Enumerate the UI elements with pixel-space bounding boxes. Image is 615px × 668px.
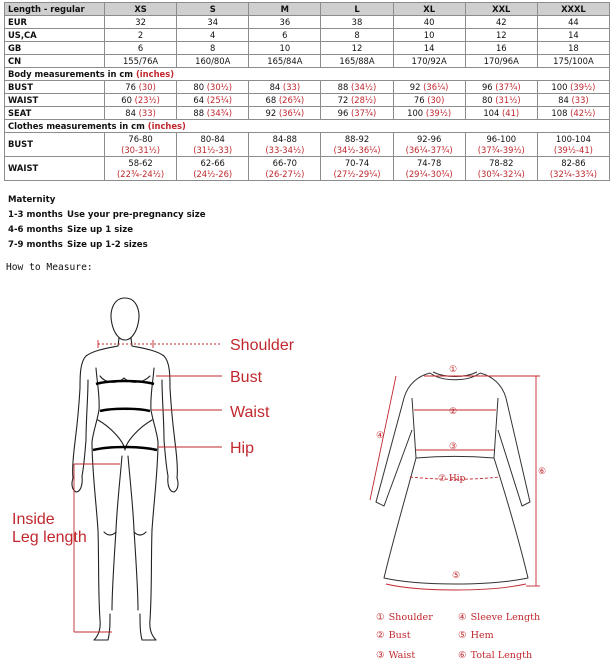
hand-right xyxy=(168,476,178,492)
dress-sleeve-right xyxy=(480,373,530,506)
dress-hem-line xyxy=(386,584,526,590)
size-value-cell: 6 xyxy=(249,29,321,42)
size-row xyxy=(5,55,610,68)
clothes-measurements-section-cell xyxy=(5,120,610,133)
inch-value: (37¾) xyxy=(351,107,377,118)
size-value-cell: 10 xyxy=(249,42,321,55)
size-value-cell: 18 xyxy=(537,42,609,55)
measurement-cell xyxy=(249,133,321,157)
inch-value: (41) xyxy=(502,107,520,118)
cm-value: 92-96 xyxy=(416,133,442,144)
marker-total: ⑥ xyxy=(538,467,547,477)
size-value-cell: 160/80A xyxy=(177,55,249,68)
measurement-row xyxy=(5,157,610,181)
cm-value: 84-88 xyxy=(272,133,298,144)
size-value-cell: 4 xyxy=(177,29,249,42)
maternity-period: 7-9 months xyxy=(8,240,63,250)
dress-sleeve-left xyxy=(376,373,430,506)
measurement-cell xyxy=(177,157,249,181)
section-title: Body measurements in cm xyxy=(8,68,134,79)
inch-value: (37¾) xyxy=(495,81,521,92)
size-value-cell: 8 xyxy=(177,42,249,55)
size-value-cell: 165/84A xyxy=(249,55,321,68)
maternity-advice: Size up 1-2 sizes xyxy=(67,240,148,250)
maternity-period: 1-3 months xyxy=(8,210,63,220)
brief-outline xyxy=(98,420,152,450)
measurement-cell xyxy=(177,81,249,94)
size-header-cell: XL xyxy=(393,3,465,16)
inch-value: (37¾-39½) xyxy=(477,144,525,155)
row-label-cell: SEAT xyxy=(5,107,105,120)
size-value-cell: 34 xyxy=(177,16,249,29)
row-label-cell: CN xyxy=(5,55,105,68)
row-label-cell: BUST xyxy=(5,133,105,157)
inch-value: (27½-29¼) xyxy=(333,168,381,179)
inch-value: (30¾-32¼) xyxy=(477,168,525,179)
measurement-figures xyxy=(0,280,615,668)
hip-label: Hip xyxy=(230,440,255,457)
leg-left-outer xyxy=(92,442,110,640)
size-value-cell: 12 xyxy=(321,42,393,55)
cm-value: 96 xyxy=(481,81,493,92)
arm-right-inner xyxy=(162,380,168,476)
maternity-period: 4-6 months xyxy=(8,225,63,235)
inch-value: (36¼) xyxy=(278,107,305,118)
measurement-cell xyxy=(393,81,465,94)
size-value-cell: 170/92A xyxy=(393,55,465,68)
inch-value: (39½) xyxy=(425,107,452,118)
cm-value: 60 xyxy=(121,94,132,105)
size-value-cell: 2 xyxy=(105,29,177,42)
cm-value: 92 xyxy=(409,81,421,92)
measurement-cell xyxy=(537,133,609,157)
arm-left-inner xyxy=(82,380,88,476)
measurement-cell xyxy=(321,94,393,107)
inch-value: (30) xyxy=(138,81,156,92)
dress-legend xyxy=(376,612,540,661)
cm-value: 104 xyxy=(483,107,500,118)
size-value-cell: 36 xyxy=(249,16,321,29)
measurement-cell xyxy=(465,94,537,107)
size-value-cell: 38 xyxy=(321,16,393,29)
knee-left xyxy=(104,532,116,535)
inch-value: (22¾-24½) xyxy=(117,168,165,179)
inch-value: (34¾) xyxy=(206,107,233,118)
measurement-cell xyxy=(537,94,609,107)
marker-shoulder: ① xyxy=(449,365,458,375)
cm-value: 80-84 xyxy=(200,133,225,144)
inch-value: (36¼-37¾) xyxy=(405,144,453,155)
inch-value: (42½) xyxy=(570,107,596,118)
cm-value: 96 xyxy=(337,107,349,118)
inch-value: (33) xyxy=(282,81,301,92)
measurement-cell xyxy=(177,94,249,107)
measurement-row xyxy=(5,107,610,120)
size-header-cell: S xyxy=(177,3,249,16)
size-value-cell: 12 xyxy=(465,29,537,42)
measurement-cell xyxy=(465,81,537,94)
inch-value: (39½-41) xyxy=(553,144,593,155)
cm-value: 84 xyxy=(269,81,281,92)
size-value-cell: 44 xyxy=(537,16,609,29)
measurement-cell xyxy=(321,81,393,94)
size-value-cell: 16 xyxy=(465,42,537,55)
leg-left-inner xyxy=(112,456,122,610)
maternity-section xyxy=(8,193,206,253)
marker-bust: ② xyxy=(449,407,458,417)
size-header-cell: L xyxy=(321,3,393,16)
section-unit: (inches) xyxy=(135,68,175,79)
cm-value: 76 xyxy=(125,81,136,92)
cm-value: 100 xyxy=(407,107,424,118)
cm-value: 78-82 xyxy=(489,157,514,168)
head-outline xyxy=(111,298,139,340)
size-header-cell: XXL xyxy=(465,3,537,16)
cm-value: 76 xyxy=(413,94,425,105)
measurement-cell xyxy=(465,157,537,181)
cm-value: 64 xyxy=(193,94,205,105)
size-value-cell: 42 xyxy=(465,16,537,29)
maternity-advice: Size up 1 size xyxy=(67,225,134,235)
size-value-cell: 32 xyxy=(105,16,177,29)
inch-value: (33) xyxy=(138,107,156,118)
maternity-row xyxy=(8,223,206,238)
body-measure-bands xyxy=(93,381,157,450)
cm-value: 100-104 xyxy=(555,133,591,144)
section-unit: (inches) xyxy=(147,120,186,131)
shoulder-label: Shoulder xyxy=(230,337,295,354)
cm-value: 82-86 xyxy=(561,157,586,168)
legend-item-total-length: ⑥ Total Length xyxy=(458,650,533,661)
cm-value: 88 xyxy=(193,107,205,118)
measurement-cell xyxy=(249,81,321,94)
cm-value: 80 xyxy=(193,81,205,92)
row-label-cell: WAIST xyxy=(5,157,105,181)
waist-band xyxy=(100,409,150,411)
measurement-cell xyxy=(321,107,393,120)
row-label-cell: GB xyxy=(5,42,105,55)
cm-value: 74-78 xyxy=(416,157,442,168)
inch-value: (33) xyxy=(571,94,589,105)
body-measurements-section-cell xyxy=(5,68,610,81)
cm-value: 92 xyxy=(265,107,277,118)
marker-hem: ⑤ xyxy=(452,571,461,581)
inch-value: (29¼-30¾) xyxy=(405,168,453,179)
inch-value: (36¼) xyxy=(423,81,449,92)
size-value-cell: 170/96A xyxy=(465,55,537,68)
leg-right-outer xyxy=(140,442,158,640)
measurement-row xyxy=(5,81,610,94)
measurement-cell xyxy=(393,157,465,181)
measurement-cell xyxy=(321,133,393,157)
body-figure xyxy=(72,298,178,640)
measurement-cell xyxy=(105,133,177,157)
size-header-cell: M xyxy=(249,3,321,16)
measurement-cell xyxy=(249,94,321,107)
maternity-advice: Use your pre-pregnancy size xyxy=(67,210,206,220)
row-label-cell: WAIST xyxy=(5,94,105,107)
cm-value: 76-80 xyxy=(128,133,153,144)
size-chart-table xyxy=(4,2,610,181)
cm-value: 96-100 xyxy=(486,133,517,144)
legend-item-bust: ② Bust xyxy=(376,630,411,641)
inch-value: (30) xyxy=(427,94,445,105)
cm-value: 62-66 xyxy=(200,157,225,168)
row-label-cell: EUR xyxy=(5,16,105,29)
size-value-cell: 155/76A xyxy=(105,55,177,68)
measurement-cell xyxy=(465,133,537,157)
cm-value: 58-62 xyxy=(128,157,153,168)
marker-waist: ③ xyxy=(449,442,458,452)
size-value-cell: 175/100A xyxy=(537,55,609,68)
measurement-cell xyxy=(249,157,321,181)
measurement-cell xyxy=(393,133,465,157)
size-header-row xyxy=(5,3,610,16)
how-to-measure-heading: How to Measure: xyxy=(6,262,93,273)
inside-leg-label-line1: Inside xyxy=(12,511,55,528)
measurement-cell xyxy=(105,157,177,181)
inch-value: (30-31½) xyxy=(121,144,161,155)
maternity-row xyxy=(8,208,206,223)
size-value-cell: 165/88A xyxy=(321,55,393,68)
measurement-cell xyxy=(393,107,465,120)
measurement-row xyxy=(5,133,610,157)
clothes-measurements-section xyxy=(5,120,610,133)
cm-value: 68 xyxy=(265,94,277,105)
marker-sleeve: ④ xyxy=(376,431,385,441)
size-value-cell: 14 xyxy=(537,29,609,42)
measurement-row xyxy=(5,94,610,107)
inch-value: (33-34½) xyxy=(265,144,305,155)
inside-leg-label-line2: Leg length xyxy=(12,529,87,546)
knee-right xyxy=(134,532,146,535)
size-value-cell: 40 xyxy=(393,16,465,29)
inch-value: (28½) xyxy=(351,94,377,105)
measurement-cell xyxy=(105,81,177,94)
cm-value: 88 xyxy=(337,81,349,92)
cm-value: 72 xyxy=(337,94,349,105)
inch-value: (26¾) xyxy=(278,94,305,105)
size-row xyxy=(5,42,610,55)
cm-value: 88-92 xyxy=(344,133,370,144)
measurement-cell xyxy=(537,107,609,120)
inch-value: (31½) xyxy=(495,94,521,105)
measurement-cell xyxy=(105,94,177,107)
size-value-cell: 14 xyxy=(393,42,465,55)
measurement-cell xyxy=(537,157,609,181)
size-row xyxy=(5,16,610,29)
measurement-cell xyxy=(537,81,609,94)
measurement-cell xyxy=(105,107,177,120)
size-header-cell: XXXL xyxy=(537,3,609,16)
waist-label: Waist xyxy=(230,404,270,421)
bust-label: Bust xyxy=(230,369,263,386)
dress-waist-seam xyxy=(416,457,494,459)
legend-item-shoulder: ① Shoulder xyxy=(376,612,433,623)
inch-value: (32¼-33¾) xyxy=(549,168,597,179)
size-value-cell: 8 xyxy=(321,29,393,42)
section-title: Clothes measurements in cm xyxy=(8,120,145,131)
marker-hip: ⑦ Hip xyxy=(438,474,466,484)
inch-value: (34½) xyxy=(351,81,377,92)
leg-right-inner xyxy=(128,456,138,610)
maternity-title: Maternity xyxy=(8,195,56,205)
measurement-cell xyxy=(177,133,249,157)
hand-left xyxy=(72,476,82,492)
body-measurements-section xyxy=(5,68,610,81)
measurement-cell xyxy=(465,107,537,120)
inch-value: (25¼) xyxy=(206,94,233,105)
size-header-cell: XS xyxy=(105,3,177,16)
header-label-cell: Length - regular xyxy=(5,3,105,16)
size-value-cell: 10 xyxy=(393,29,465,42)
dress-bodice-left xyxy=(412,398,416,458)
legend-item-sleeve: ④ Sleeve Length xyxy=(458,612,541,623)
inch-value: (30½) xyxy=(206,81,233,92)
measurement-cell xyxy=(177,107,249,120)
inch-value: (34½-36¼) xyxy=(333,144,381,155)
cm-value: 80 xyxy=(481,94,493,105)
cm-value: 100 xyxy=(551,81,568,92)
inch-value: (31½-33) xyxy=(193,144,233,155)
waist-right xyxy=(151,368,158,442)
inch-value: (26-27½) xyxy=(265,168,305,179)
cm-value: 84 xyxy=(125,107,136,118)
maternity-row xyxy=(8,238,206,253)
bust-band xyxy=(96,381,154,384)
cm-value: 84 xyxy=(558,94,569,105)
row-label-cell: BUST xyxy=(5,81,105,94)
legend-item-waist: ③ Waist xyxy=(376,650,416,661)
inch-value: (23½) xyxy=(134,94,160,105)
inch-value: (39½) xyxy=(570,81,596,92)
cm-value: 66-70 xyxy=(272,157,298,168)
cm-value: 108 xyxy=(551,107,568,118)
size-value-cell: 6 xyxy=(105,42,177,55)
measurement-cell xyxy=(321,157,393,181)
dress-bodice-right xyxy=(494,398,498,458)
legend-item-hem: ⑤ Hem xyxy=(458,630,494,641)
row-label-cell: US,CA xyxy=(5,29,105,42)
measurement-cell xyxy=(249,107,321,120)
size-row xyxy=(5,29,610,42)
waist-left xyxy=(92,368,99,442)
inch-value: (24½-26) xyxy=(193,168,233,179)
cm-value: 70-74 xyxy=(344,157,370,168)
measurement-cell xyxy=(393,94,465,107)
